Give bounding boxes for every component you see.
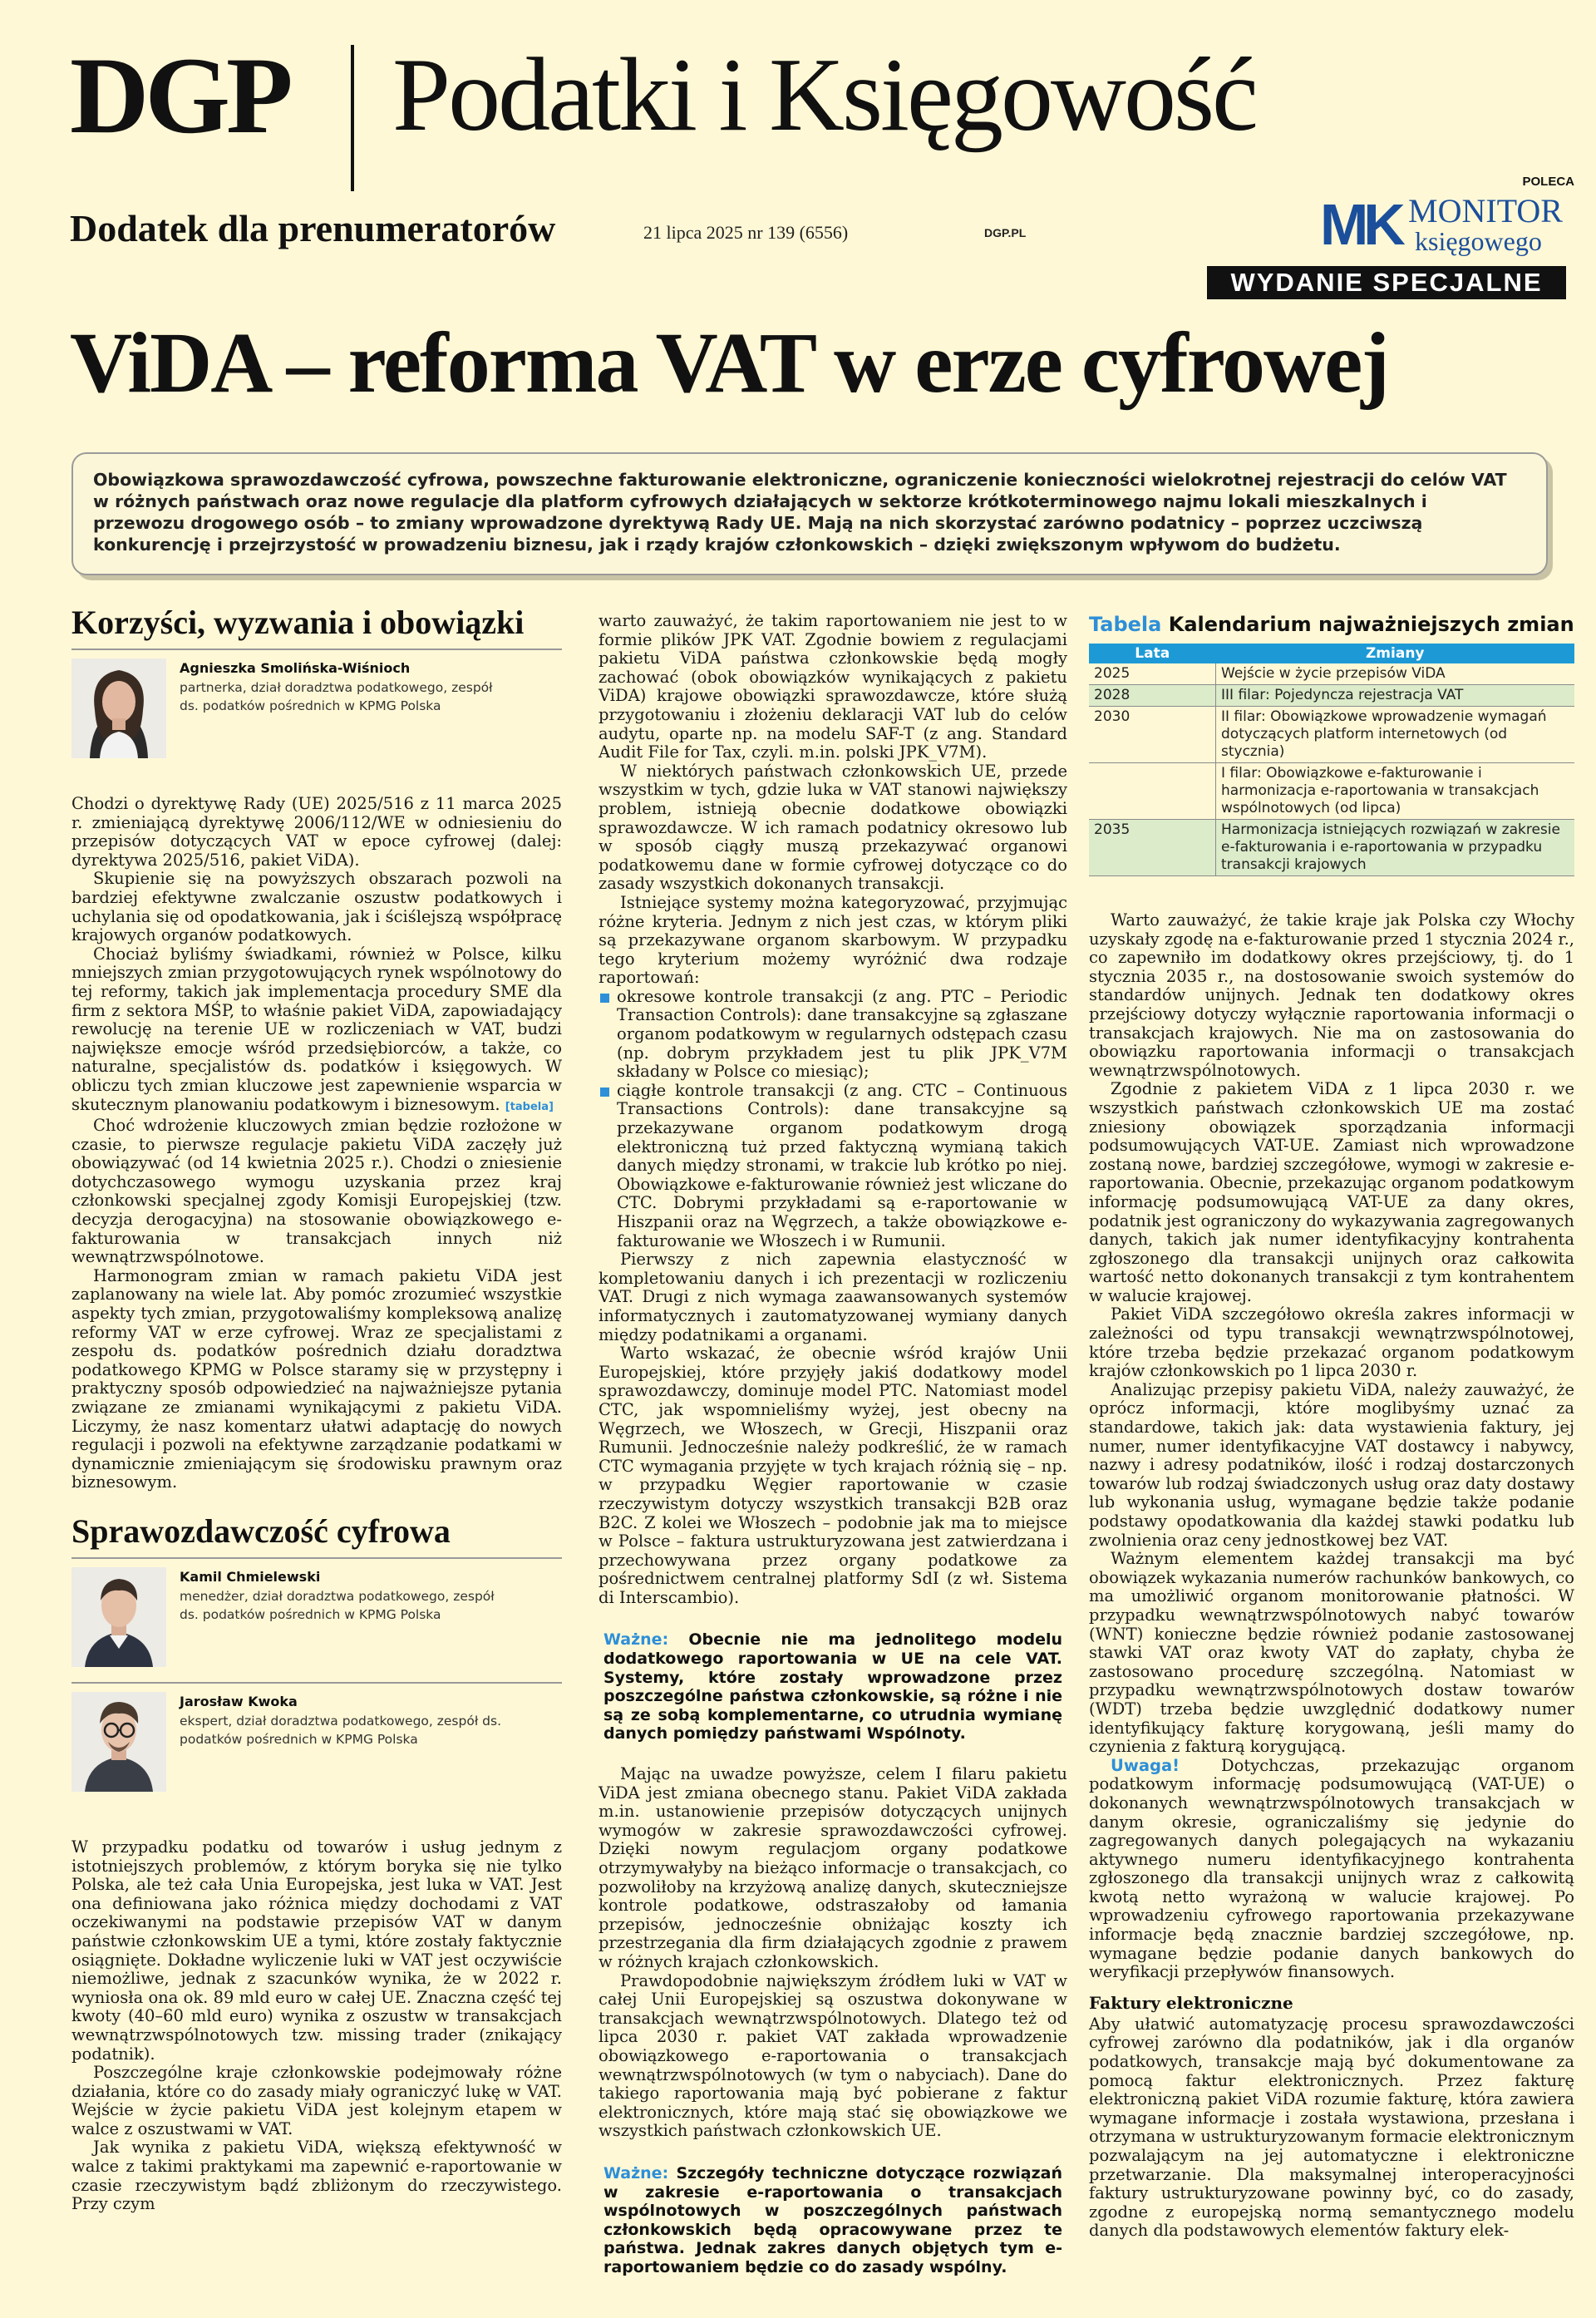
brand-logo: DGP xyxy=(70,34,289,156)
author-block xyxy=(71,649,562,767)
table-cell-year xyxy=(1089,763,1216,820)
section-heading-digital-reporting: Sprawozdawczość cyfrowa xyxy=(71,1512,451,1550)
lead-box xyxy=(71,452,1548,575)
recommends-label: POLECA xyxy=(1522,175,1574,189)
monitor-ksiegowego-logo xyxy=(1320,193,1578,256)
section-title: Podatki i Księgowość xyxy=(392,37,1256,153)
table-cell-year: 2025 xyxy=(1089,663,1216,685)
paragraph: Chodzi o dyrektywę Rady (UE) 2025/516 z 11 marca 2025 r. zmieniającą dyrektywę 2006/112/WE w odniesieniu do przepisów dotyczących VAT w epoce cyfrowej (dalej: dyrektywa 2025/516, pakiet ViDA). xyxy=(71,794,562,870)
author-name: Kamil Chmielewski xyxy=(180,1568,321,1585)
column-2 xyxy=(598,612,1067,2298)
table-row xyxy=(1089,663,1574,685)
author-role: menedżer, dział doradztwa podatkowego, zespół ds. podatków pośrednich w KPMG Polska xyxy=(180,1588,495,1622)
table-cell-year: 2035 xyxy=(1089,820,1216,876)
important-note xyxy=(598,2164,1067,2277)
table-row xyxy=(1089,707,1574,763)
masthead-divider xyxy=(351,45,354,191)
list-item: ciągłe kontrole transakcji (z ang. CTC – Continuous Transactions Controls): dane transakcyjne są przekazywane organom podatkowym drogą elektroniczną tuż przed faktyczną wymianą takich danych między stronami, w trakcie lub krótko po niej. Obowiązkowe e-fakturowanie również jest wliczane do CTC. Dobrymi przykładami są e-raportowanie w Hiszpanii oraz na Węgrzech, a także obowiązkowe e-fakturowanie we Włoszech i w Rumunii. xyxy=(598,1082,1067,1250)
special-edition-badge: WYDANIE SPECJALNE xyxy=(1207,266,1566,299)
paragraph: Warto wskazać, że obecnie wśród krajów Unii Europejskiej, które przyjęły jakiś dodatkowy model sprawozdawczy, dominuje model PTC. Natomiast model CTC, jak wspomnieliśmy wyżej, jest obecny na Węgrzech, we Włoszech, w Grecji, Hiszpanii oraz Rumunii. Jednocześnie należy podkreślić, że w ramach CTC wymagania przyjęte w tych krajach różnią się – np. w przypadku Węgier raportowanie w czasie rzeczywistym dotyczy wszystkich transakcji B2B oraz B2C. Z kolei we Włoszech – podobnie jak ma to miejsce w Polsce – faktura ustrukturyzowana jest zatwierdzana i przechowywana przez organy podatkowe za pośrednictwem centralnej platformy SdI (z wł. Sistema di Interscambio). xyxy=(598,1344,1067,1607)
author-name: Jarosław Kwoka xyxy=(180,1693,298,1709)
author-photo-kwoka xyxy=(71,1692,166,1792)
paragraph: Istniejące systemy można kategoryzować, przyjmując różne kryteria. Jednym z nich jest czas, w którym pliki są przekazywane organom skarbowym. W przypadku tego kryterium możemy wyróżnić dwa rodzaje raportowań: xyxy=(598,892,1067,988)
list-item: okresowe kontrole transakcji (z ang. PTC – Periodic Transaction Controls): dane transakcyjne są zgłaszane organom podatkowym w regularnych odstępach czasu (np. dobrym przykładem jest tu plik JPK_V7M składany w Polsce co miesiąc); xyxy=(598,988,1067,1082)
section-heading-benefits: Korzyści, wyzwania i obowiązki xyxy=(71,604,525,641)
author-name: Agnieszka Smolińska-Wiśnioch xyxy=(180,660,411,676)
table-cell-change: Wejście w życie przepisów ViDA xyxy=(1216,663,1575,685)
mk-logo-mark: MK xyxy=(1320,192,1401,257)
note-text: Obecnie nie ma jednolitego modelu dodatkowego raportowania w UE na cele VAT. Systemy, które zostały wprowadzone przez poszczególne państwa członkowskie, są różne i nie są ze sobą komplementarne, co utrudnia wymianę danych pomiędzy państwami Wspólnoty. xyxy=(603,1630,1062,1743)
author-photo-chmielewski xyxy=(71,1567,166,1667)
table-cell-change: I filar: Obowiązkowe e-fakturowanie i harmonizacja e-raportowania w transakcjach wspólnotowych (od lipca) xyxy=(1216,763,1575,820)
changes-calendar-table xyxy=(1089,644,1574,876)
paragraph xyxy=(1089,1757,1574,1982)
author-block xyxy=(71,1682,562,1800)
paragraph: Aby ułatwić automatyzację procesu sprawozdawczości cyfrowej zarówno dla podatników, jak i dla organów podatkowych, transakcje mają być dokumentowane za pomocą faktur elektronicznych. Przez fakturę elektroniczną pakiet ViDA rozumie fakturę, która zawiera wymagane informacje i została wystawiona, przesłana i otrzymana w ustrukturyzowanym formacie elektronicznym pozwalającym na jej automatyczne i elektroniczne przetwarzanie. Dla maksymalnej interoperacyjności faktury ustrukturyzowane powinny być, co do zasady, zgodne z europejską normą semantycznego modelu danych dla podstawowych elementów faktury elek- xyxy=(1089,2014,1574,2241)
issue-date: 21 lipca 2025 nr 139 (6556) xyxy=(643,222,849,243)
paragraph xyxy=(71,945,562,1117)
reporting-types-list xyxy=(598,988,1067,1250)
table-title-text: Kalendarium najważniejszych zmian xyxy=(1168,613,1574,636)
column-3 xyxy=(1089,612,1574,2241)
table-header-changes: Zmiany xyxy=(1216,644,1575,663)
table-cell-year: 2028 xyxy=(1089,685,1216,707)
paragraph: Analizując przepisy pakietu ViDA, należy zauważyć, że oprócz informacji, które moglibyśmy uznać za standardowe, takich jak: data wystawienia faktury, jej numer, numer identyfikacyjne VAT dostawcy i nabywcy, nazwy i adresy podatników, ilość i rodzaj dostarczonych towarów lub rodzaj świadczonych usług oraz daty dostawy lub wykonania usług, wymagane będzie także podanie podstawy opodatkowania dla każdej stawki podatku lub zwolnienia oraz ceny jednostkowej bez VAT. xyxy=(1089,1379,1574,1550)
paragraph: Harmonogram zmian w ramach pakietu ViDA jest zaplanowany na wiele lat. Aby pomóc zrozumieć wszystkie aspekty tych zmian, przygotowaliśmy kompleksową analizę reformy VAT w erze cyfrowej. Wraz ze specjalistami z zespołu ds. podatków pośrednich działu doradztwa podatkowego KPMG w Polsce staramy się w przystępny i praktyczny sposób odpowiedzieć na najważniejsze pytania związane ze zmianami wynikającymi z pakietu ViDA. Liczymy, że nasz komentarz ułatwi adaptację do nowych regulacji i pozwoli na efektywne zarządzanie podatkami w dynamicznie zmieniającym się środowisku prawnym oraz biznesowym. xyxy=(71,1265,562,1492)
table-header-year: Lata xyxy=(1089,644,1216,663)
lead-text: Obowiązkowa sprawozdawczość cyfrowa, powszechne fakturowanie elektroniczne, ograniczenie konieczności wielokrotnej rejestracji do celów VAT w różnych państwach oraz nowe regulacje dla platform cyfrowych działających w sektorze krótkoterminowego najmu lokali mieszkalnych i przewozu drogowego osób – to zmiany wprowadzone dyrektywą Rady UE. Mają na nich skorzystać zarówno podatnicy – poprzez uczciwszą konkurencję i przejrzystość w prowadzeniu biznesu, jak i rządy krajów członkowskich – dzięki zwiększonym wpływom do budżetu. xyxy=(93,470,1507,555)
table-cell-year: 2030 xyxy=(1089,707,1216,763)
main-headline: ViDA – reforma VAT w erze cyfrowej xyxy=(70,315,1388,411)
warning-label: Uwaga! xyxy=(1111,1755,1180,1775)
important-note xyxy=(598,1630,1067,1743)
ksiegowego-logo-text: księgowego xyxy=(1415,226,1542,256)
paragraph: Pierwszy z nich zapewnia elastyczność w kompletowaniu danych i ich prezentacji w rozliczeniu VAT. Drugi z nich wymaga zaawansowanych systemów informatycznych i zautomatyzowanej wymiany danych między podatnikami a organami. xyxy=(598,1250,1067,1344)
note-text: Szczegóły techniczne dotyczące rozwiązań w zakresie e-raportowania o transakcjach wspólnotowych w poszczególnych państwach członkowskich będą opracowywane przez te państwa. Jednak zakres danych objętych tym e-raportowaniem będzie co do zasady wspólny. xyxy=(603,2163,1062,2276)
column-1 xyxy=(71,604,562,2214)
table-row xyxy=(1089,820,1574,876)
paragraph: Jak wynika z pakietu ViDA, większą efektywność w walce z takimi praktykami ma zapewnić e-raportowanie w czasie rzeczywistym bądź zbliżonym do rzeczywistego. Przy czym xyxy=(71,2138,562,2214)
table-reference-link[interactable]: [tabela] xyxy=(505,1100,554,1113)
note-label: Ważne: xyxy=(603,2163,669,2182)
paragraph: W niektórych państwach członkowskich UE, przede wszystkim w tych, gdzie luka w VAT stanowi największy problem, istnieją obecnie dodatkowe obowiązki sprawozdawcze. W ich ramach podatnicy okresowo lub w sposób ciągły muszą przekazywać organowi podatkowemu dane w formie cyfrowej dotyczące co do zasady wszystkich dokonanych transakcji. xyxy=(598,761,1067,894)
note-label: Ważne: xyxy=(603,1630,669,1650)
paragraph-text: Dotychczas, przekazując organom podatkowym informację podsumowującą (VAT-UE) o dokonanych wewnątrzwspólnotowych transakcjach w danym okresie, ograniczaliśmy się jedynie do zagregowanych danych polegających na wykazaniu aktywnego numeru identyfikacyjnego kontrahenta zgłoszonego dla transakcji unijnych wraz z całkowitą kwotą netto wyrażoną w walucie krajowej. Po wprowadzeniu cyfrowego raportowania przekazywane informacje będą znacznie bardziej szczegółowe, np. wymagane będzie podanie danych bankowych do weryfikacji przepływów finansowych. xyxy=(1089,1755,1575,1982)
table-row xyxy=(1089,685,1574,707)
paragraph: Skupienie się na powyższych obszarach pozwoli na bardziej efektywne zwalczanie oszustw podatkowych i uchylania się od opodatkowania, jak i ściślejszą współpracę krajowych organów podatkowych. xyxy=(71,869,562,945)
site-link[interactable]: DGP.PL xyxy=(984,226,1027,239)
paragraph: Mając na uwadze powyższe, celem I filaru pakietu ViDA jest zmiana obecnego stanu. Pakiet ViDA zakłada m.in. ustanowienie przepisów dotyczących unijnych wymogów w zakresie sprawozdawczości cyfrowej. Dzięki nowym regulacjom organy podatkowe otrzymywałyby na bieżąco informacje o transakcjach, co pozwoliłoby na krzyżową analizę danych, skuteczniejsze kontrole podatkowe, odstraszałoby od łamania przepisów, jednocześnie obniżając koszty ich przestrzegania dla firm działających zgodnie z prawem w różnych krajach członkowskich. xyxy=(598,1764,1067,1971)
paragraph: Poszczególne kraje członkowskie podejmowały różne działania, które co do zasady miały ograniczyć lukę w VAT. Wejście w życie pakietu ViDA jest kolejnym etapem w walce z oszustwami w VAT. xyxy=(71,2063,562,2138)
table-row xyxy=(1089,763,1574,820)
author-block xyxy=(71,1557,562,1675)
paragraph: Prawdopodobnie największym źródłem luki w VAT w całej Unii Europejskiej są oszustwa dokonywane w transakcjach wewnątrzwspólnotowych. Dlatego też od lipca 2030 r. pakiet VAT zakłada wprowadzenie obowiązkowego e-raportowania o transakcjach wewnątrzwspólnotowych (w tym o nabyciach). Dane do takiego raportowania mają być pobierane z faktur elektronicznych, które mają stać się obowiązkowe we wszystkich państwach członkowskich UE. xyxy=(598,1970,1067,2141)
paragraph-text: Chociaż byliśmy świadkami, również w Polsce, kilku mniejszych zmian przygotowujących rynek wspólnotowy do tej reformy, takich jak implementacja procedury SME dla firm z sektora MŚP, to właśnie pakiet ViDA, zapowiadający rewolucję na terenie UE w rozliczeniach w VAT, budzi największe emocje wśród przedsiębiorców, a także, co naturalne, specjalistów ds. podatków i księgowych. W obliczu tych zmian kluczowe jest zapewnienie wsparcia w skutecznym planowaniu podatkowym i biznesowym. xyxy=(71,944,562,1114)
supplement-subtitle: Dodatek dla prenumeratorów xyxy=(70,207,556,249)
paragraph: Pakiet ViDA szczegółowo określa zakres informacji w zależności od typu transakcji wewnątrzwspólnotowej, które trzeba będzie przekazać organom podatkowym krajów członkowskich po 1 lipca 2030 r. xyxy=(1089,1304,1574,1381)
subheading-e-invoices: Faktury elektroniczne xyxy=(1089,1992,1293,2013)
table-label: Tabela xyxy=(1089,613,1162,636)
author-role: partnerka, dział doradztwa podatkowego, zespół ds. podatków pośrednich w KPMG Polska xyxy=(180,680,493,713)
table-cell-change: II filar: Obowiązkowe wprowadzenie wymagań dotyczących platform internetowych (od stycznia) xyxy=(1216,707,1575,763)
paragraph: warto zauważyć, że takim raportowaniem nie jest to w formie plików JPK VAT. Zgodnie bowiem z regulacjami pakietu ViDA państwa członkowskie będą mogły zachować (obok obowiązków wynikających z pakietu ViDA) krajowe obowiązki sprawozdawcze, które służą przygotowaniu i złożeniu deklaracji VAT lub do celów audytu, oparte np. na modelu SAF-T (z ang. Standard Audit File for Tax, czyli. m.in. polski JPK_V7M). xyxy=(598,611,1067,762)
paragraph: Choć wdrożenie kluczowych zmian będzie rozłożone w czasie, to pierwsze regulacje pakietu ViDA zaczęły już obowiązywać (od 14 kwietnia 2025 r.). Chodzi o zniesienie dotychczasowego wymogu uzyskania przez kraj członkowski specjalnej zgody Komisji Europejskiej (tzw. decyzja derogacyjna) na stosowanie obowiązkowego e-fakturowania w transakcjach innych niż wewnątrzwspólnotowe. xyxy=(71,1116,562,1267)
monitor-logo-text: MONITOR xyxy=(1408,192,1563,229)
table-cell-change: III filar: Pojedyncza rejestracja VAT xyxy=(1216,685,1575,707)
table-title xyxy=(1089,612,1574,637)
author-role: ekspert, dział doradztwa podatkowego, zespół ds. podatków pośrednich w KPMG Polska xyxy=(180,1713,502,1747)
paragraph: Ważnym elementem każdej transakcji ma być obowiązek wykazania numerów rachunków bankowych, co ma umożliwić organom monitorowanie płatności. W przypadku wewnątrzwspólnotowych nabyć towarów (WNT) konieczne będzie również podanie zastosowanej stawki VAT oraz kwoty VAT do zapłaty, chyba że zastosowano procedurę szczególną. Natomiast w przypadku wewnątrzwspólnotowych dostaw towarów (WDT) trzeba będzie uwzględnić dodatkowy numer identyfikujący fakturę korygowaną, jeśli mamy do czynienia z fakturą korygującą. xyxy=(1089,1549,1574,1757)
paragraph: Zgodnie z pakietem ViDA z 1 lipca 2030 r. we wszystkich państwach członkowskich UE ma zostać zniesiony obowiązek sporządzania informacji podsumowujących VAT-UE. Zamiast nich wprowadzone zostaną nowe, bardziej szczegółowe, wymogi w zakresie e-raportowania. Obecnie, przekazując organom podatkowym informację podsumowującą VAT-UE za dany okres, podatnik jest ograniczony do wykazywania zagregowanych danych, takich jak numer identyfikacyjny kontrahenta zgłoszonego dla transakcji unijnych oraz całkowita wartość netto dokonanych transakcji z tym kontrahentem w walucie krajowej. xyxy=(1089,1079,1574,1305)
paragraph: W przypadku podatku od towarów i usług jednym z istotniejszych problemów, z którym boryka się nie tylko Polska, ale też cała Unia Europejska, jest luka w VAT. Jest ona definiowana jako różnica między dochodami z VAT oczekiwanymi na podstawie przepisów VAT w danym państwie członkowskim UE a tymi, które zostały faktycznie osiągnięte. Dokładne wyliczenie luki w VAT jest oczywiście niemożliwe, jednak z szacunków wynika, że w 2022 r. wyniosła ona ok. 89 mld euro w całej UE. Znaczna część tej kwoty (40–60 mld euro) wynika z oszustw w transakcjach wewnątrzwspólnotowych tzw. missing trader (znikający podatnik). xyxy=(71,1837,562,2064)
paragraph: Warto zauważyć, że takie kraje jak Polska czy Włochy uzyskały zgodę na e-fakturowanie przed 1 stycznia 2024 r., co zapewniło im dodatkowy okres przejściowy, tj. do 1 stycznia 2035 r., na dostosowanie swoich systemów do standardów unijnych. Jednak ten dodatkowy okres przejściowy dotyczy wyłącznie raportowania informacji o transakcjach krajowych. Nie ma on zastosowania do obowiązku raportowania informacji o transakcjach wewnątrzwspólnotowych. xyxy=(1089,910,1575,1080)
table-cell-change: Harmonizacja istniejących rozwiązań w zakresie e-fakturowania i e-raportowania w przypadku transakcji krajowych xyxy=(1216,820,1575,876)
author-photo-smolinska xyxy=(71,658,166,758)
